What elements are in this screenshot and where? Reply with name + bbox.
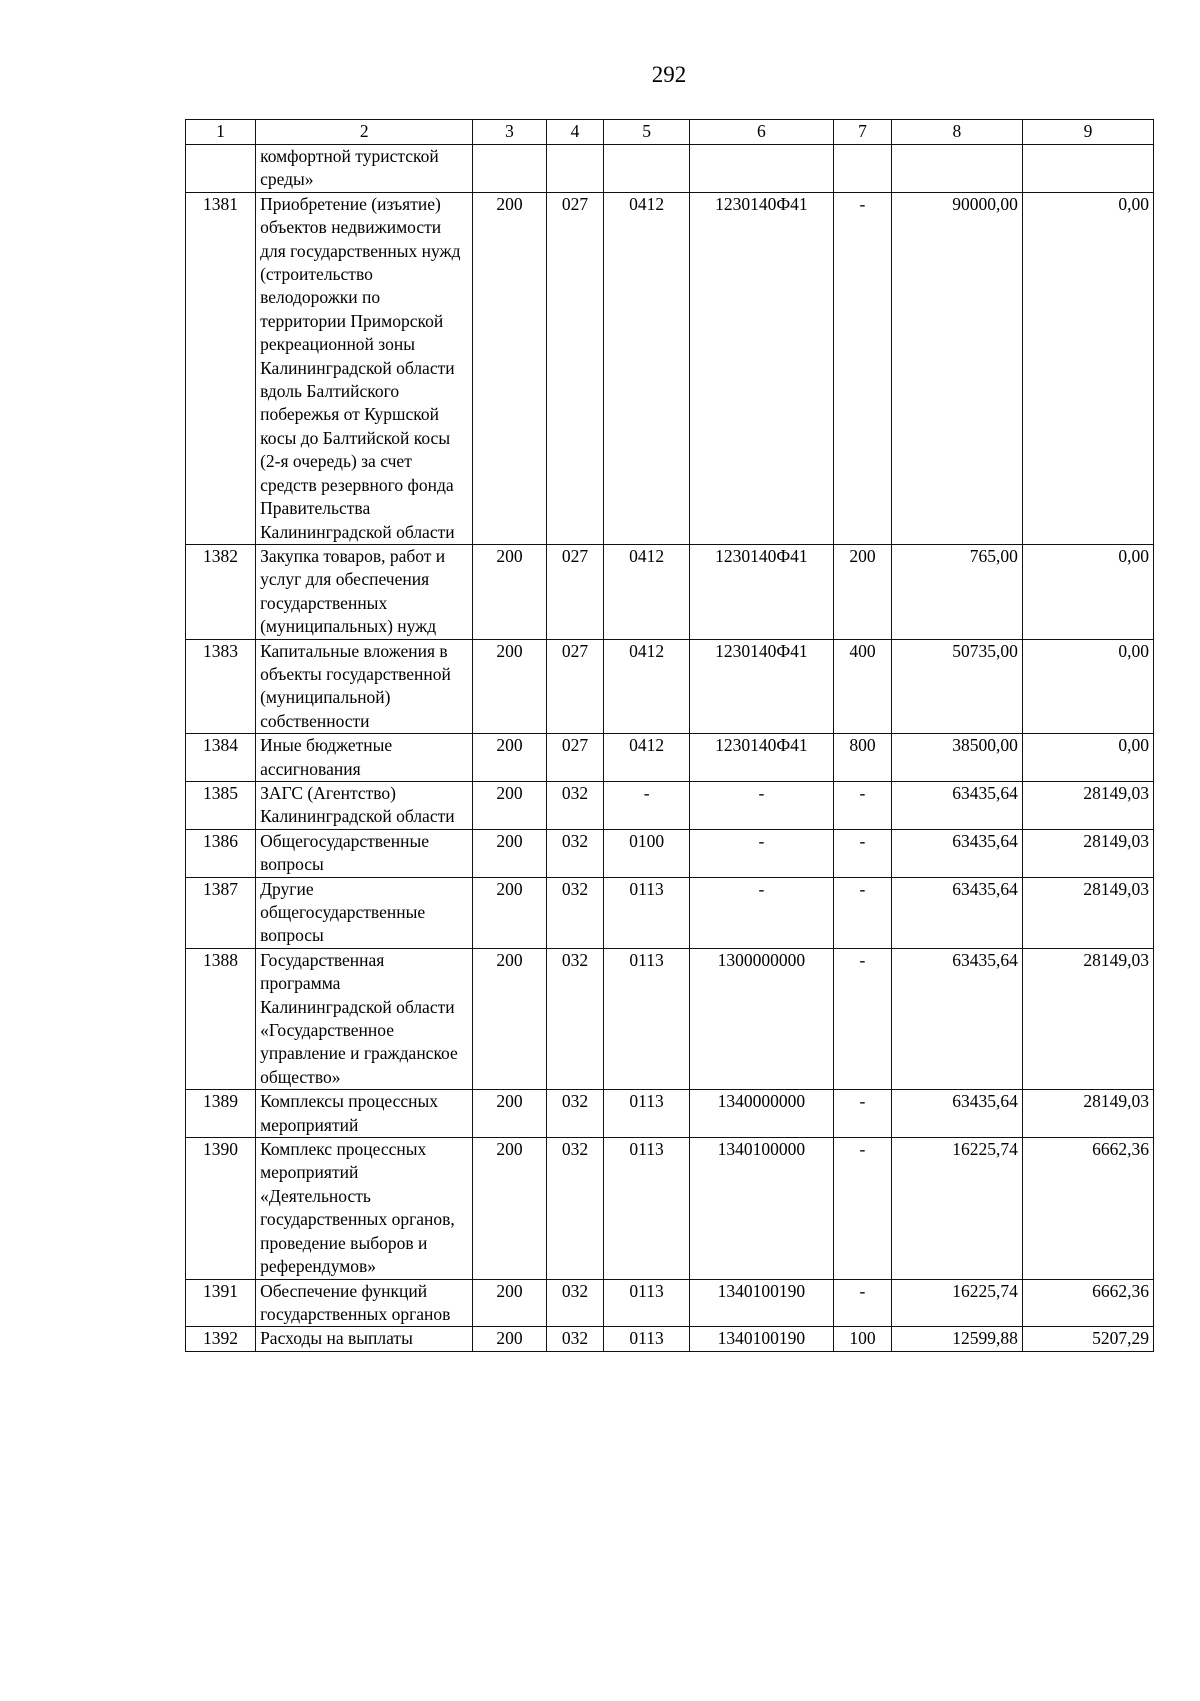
col3-value: 200 bbox=[473, 829, 546, 877]
table-row bbox=[186, 781, 1154, 829]
row-description: Государственная программа Калининградской области «Государственное управление и гражданское общество» bbox=[256, 948, 473, 1089]
row-description: Закупка товаров, работ и услуг для обеспечения государственных (муниципальных) нужд bbox=[256, 544, 473, 639]
table-row bbox=[186, 192, 1154, 544]
col7-value: - bbox=[834, 1090, 892, 1138]
row-description: комфортной туристской среды» bbox=[256, 145, 473, 193]
col8-value: 12599,88 bbox=[891, 1327, 1022, 1351]
col5-value: 0412 bbox=[604, 639, 689, 734]
col7-value: - bbox=[834, 192, 892, 544]
col5-value bbox=[604, 145, 689, 193]
table-row bbox=[186, 1090, 1154, 1138]
col6-value: 1340000000 bbox=[689, 1090, 833, 1138]
col6-value: 1300000000 bbox=[689, 948, 833, 1089]
col8-value: 63435,64 bbox=[891, 781, 1022, 829]
col7-value: 200 bbox=[834, 544, 892, 639]
col7-value bbox=[834, 145, 892, 193]
table-row bbox=[186, 1327, 1154, 1351]
col9-value: 6662,36 bbox=[1022, 1279, 1153, 1327]
col4-value: 032 bbox=[546, 829, 604, 877]
table-body bbox=[186, 145, 1154, 1352]
col3-value: 200 bbox=[473, 192, 546, 544]
row-number: 1392 bbox=[186, 1327, 256, 1351]
table-row bbox=[186, 145, 1154, 193]
column-header-5: 5 bbox=[604, 120, 689, 145]
row-number: 1389 bbox=[186, 1090, 256, 1138]
col6-value: - bbox=[689, 877, 833, 948]
col3-value bbox=[473, 145, 546, 193]
table-row bbox=[186, 639, 1154, 734]
col6-value bbox=[689, 145, 833, 193]
col7-value: - bbox=[834, 1138, 892, 1279]
col7-value: - bbox=[834, 877, 892, 948]
col5-value: - bbox=[604, 781, 689, 829]
col5-value: 0113 bbox=[604, 877, 689, 948]
col6-value: 1340100190 bbox=[689, 1327, 833, 1351]
col7-value: 100 bbox=[834, 1327, 892, 1351]
row-number: 1382 bbox=[186, 544, 256, 639]
col4-value: 027 bbox=[546, 639, 604, 734]
col4-value: 032 bbox=[546, 877, 604, 948]
col4-value: 032 bbox=[546, 1138, 604, 1279]
col6-value: 1230140Ф41 bbox=[689, 192, 833, 544]
row-number bbox=[186, 145, 256, 193]
col4-value: 032 bbox=[546, 948, 604, 1089]
col8-value: 63435,64 bbox=[891, 1090, 1022, 1138]
col3-value: 200 bbox=[473, 948, 546, 1089]
row-number: 1384 bbox=[186, 734, 256, 782]
row-description: Комплексы процессных мероприятий bbox=[256, 1090, 473, 1138]
col6-value: 1230140Ф41 bbox=[689, 734, 833, 782]
table-row bbox=[186, 544, 1154, 639]
column-header-2: 2 bbox=[256, 120, 473, 145]
column-header-6: 6 bbox=[689, 120, 833, 145]
row-description: Комплекс процессных мероприятий «Деятельность государственных органов, проведение выборов и референдумов» bbox=[256, 1138, 473, 1279]
col8-value: 63435,64 bbox=[891, 877, 1022, 948]
table-row bbox=[186, 734, 1154, 782]
col6-value: 1230140Ф41 bbox=[689, 639, 833, 734]
col8-value: 38500,00 bbox=[891, 734, 1022, 782]
col7-value: - bbox=[834, 1279, 892, 1327]
column-header-4: 4 bbox=[546, 120, 604, 145]
row-description: Капитальные вложения в объекты государственной (муниципальной) собственности bbox=[256, 639, 473, 734]
col6-value: 1340100000 bbox=[689, 1138, 833, 1279]
col9-value bbox=[1022, 145, 1153, 193]
col5-value: 0412 bbox=[604, 734, 689, 782]
col7-value: 800 bbox=[834, 734, 892, 782]
col9-value: 0,00 bbox=[1022, 192, 1153, 544]
col8-value: 16225,74 bbox=[891, 1279, 1022, 1327]
table-row bbox=[186, 1279, 1154, 1327]
col9-value: 0,00 bbox=[1022, 639, 1153, 734]
col8-value: 90000,00 bbox=[891, 192, 1022, 544]
row-number: 1385 bbox=[186, 781, 256, 829]
col3-value: 200 bbox=[473, 639, 546, 734]
table-header bbox=[186, 120, 1154, 145]
col7-value: - bbox=[834, 781, 892, 829]
row-description: ЗАГС (Агентство) Калининградской области bbox=[256, 781, 473, 829]
col8-value bbox=[891, 145, 1022, 193]
row-number: 1391 bbox=[186, 1279, 256, 1327]
col5-value: 0412 bbox=[604, 544, 689, 639]
col5-value: 0113 bbox=[604, 1138, 689, 1279]
col3-value: 200 bbox=[473, 544, 546, 639]
col8-value: 63435,64 bbox=[891, 948, 1022, 1089]
row-number: 1390 bbox=[186, 1138, 256, 1279]
row-description: Общегосударственные вопросы bbox=[256, 829, 473, 877]
col9-value: 0,00 bbox=[1022, 734, 1153, 782]
col9-value: 28149,03 bbox=[1022, 948, 1153, 1089]
col8-value: 63435,64 bbox=[891, 829, 1022, 877]
column-header-9: 9 bbox=[1022, 120, 1153, 145]
column-header-7: 7 bbox=[834, 120, 892, 145]
row-number: 1387 bbox=[186, 877, 256, 948]
col3-value: 200 bbox=[473, 734, 546, 782]
col6-value: 1230140Ф41 bbox=[689, 544, 833, 639]
table-row bbox=[186, 877, 1154, 948]
col8-value: 50735,00 bbox=[891, 639, 1022, 734]
row-description: Приобретение (изъятие) объектов недвижимости для государственных нужд (строительство велодорожки по территории Приморской рекреационной зоны Калининградской области вдоль Балтийского побережья от Куршской косы до Балтийской косы (2-я очередь) за счет средств резервного фонда Правительства Калининградской области bbox=[256, 192, 473, 544]
row-number: 1383 bbox=[186, 639, 256, 734]
row-description: Другие общегосударственные вопросы bbox=[256, 877, 473, 948]
col9-value: 6662,36 bbox=[1022, 1138, 1153, 1279]
col6-value: - bbox=[689, 781, 833, 829]
col4-value: 032 bbox=[546, 781, 604, 829]
col4-value bbox=[546, 145, 604, 193]
col5-value: 0100 bbox=[604, 829, 689, 877]
col6-value: 1340100190 bbox=[689, 1279, 833, 1327]
row-number: 1386 bbox=[186, 829, 256, 877]
col3-value: 200 bbox=[473, 1138, 546, 1279]
col9-value: 28149,03 bbox=[1022, 781, 1153, 829]
col8-value: 16225,74 bbox=[891, 1138, 1022, 1279]
col4-value: 027 bbox=[546, 192, 604, 544]
col4-value: 032 bbox=[546, 1090, 604, 1138]
header-row bbox=[186, 120, 1154, 145]
table-row bbox=[186, 1138, 1154, 1279]
page-number: 292 bbox=[651, 62, 687, 87]
row-description: Обеспечение функций государственных органов bbox=[256, 1279, 473, 1327]
col4-value: 027 bbox=[546, 544, 604, 639]
budget-table bbox=[185, 119, 1154, 1352]
row-description: Расходы на выплаты bbox=[256, 1327, 473, 1351]
col5-value: 0113 bbox=[604, 948, 689, 1089]
row-number: 1381 bbox=[186, 192, 256, 544]
col6-value: - bbox=[689, 829, 833, 877]
col5-value: 0113 bbox=[604, 1090, 689, 1138]
col7-value: 400 bbox=[834, 639, 892, 734]
column-header-1: 1 bbox=[186, 120, 256, 145]
col4-value: 032 bbox=[546, 1327, 604, 1351]
column-header-3: 3 bbox=[473, 120, 546, 145]
col3-value: 200 bbox=[473, 1090, 546, 1138]
col9-value: 28149,03 bbox=[1022, 1090, 1153, 1138]
col3-value: 200 bbox=[473, 877, 546, 948]
col5-value: 0113 bbox=[604, 1327, 689, 1351]
col4-value: 032 bbox=[546, 1279, 604, 1327]
col3-value: 200 bbox=[473, 781, 546, 829]
col7-value: - bbox=[834, 948, 892, 1089]
table-row bbox=[186, 829, 1154, 877]
col7-value: - bbox=[834, 829, 892, 877]
row-description: Иные бюджетные ассигнования bbox=[256, 734, 473, 782]
col4-value: 027 bbox=[546, 734, 604, 782]
col3-value: 200 bbox=[473, 1327, 546, 1351]
col9-value: 5207,29 bbox=[1022, 1327, 1153, 1351]
column-header-8: 8 bbox=[891, 120, 1022, 145]
col5-value: 0412 bbox=[604, 192, 689, 544]
col9-value: 0,00 bbox=[1022, 544, 1153, 639]
col8-value: 765,00 bbox=[891, 544, 1022, 639]
col5-value: 0113 bbox=[604, 1279, 689, 1327]
row-number: 1388 bbox=[186, 948, 256, 1089]
table-row bbox=[186, 948, 1154, 1089]
col9-value: 28149,03 bbox=[1022, 877, 1153, 948]
col9-value: 28149,03 bbox=[1022, 829, 1153, 877]
col3-value: 200 bbox=[473, 1279, 546, 1327]
